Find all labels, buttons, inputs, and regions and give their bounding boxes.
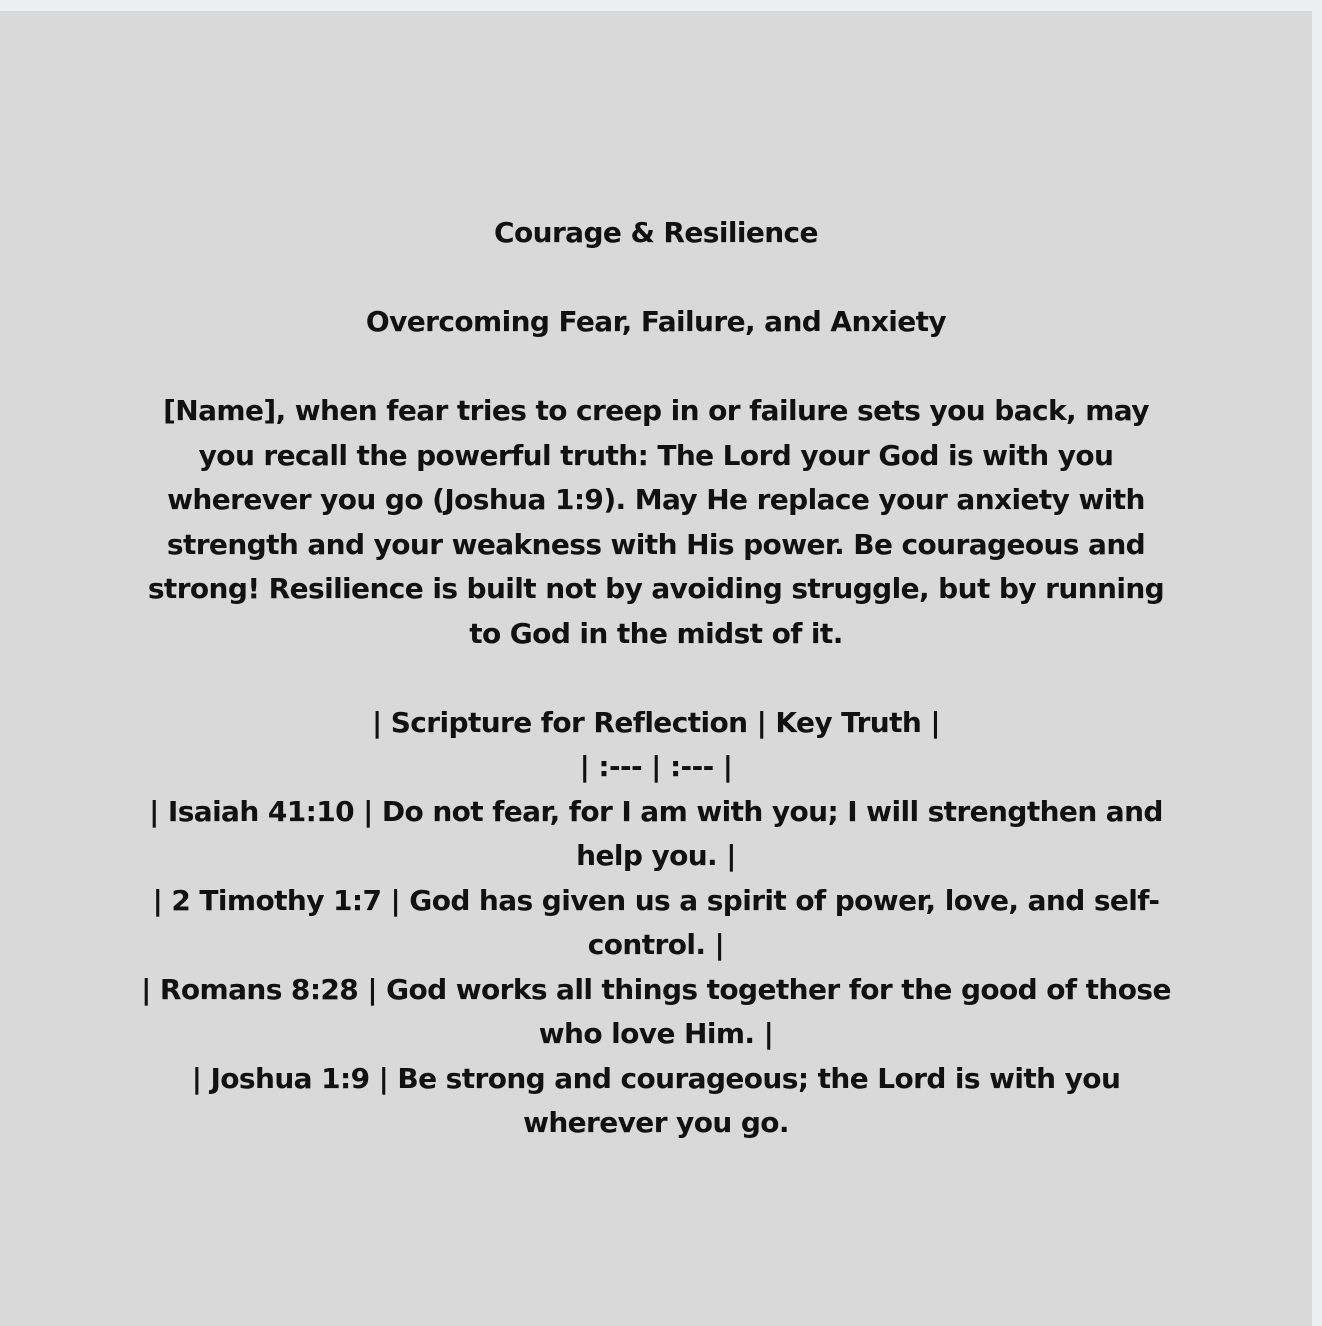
scripture-table-text bbox=[136, 701, 1176, 1146]
table-row-timothy: | 2 Timothy 1:7 | God has given us a spirit of power, love, and self-control. | bbox=[152, 883, 1160, 961]
spacer bbox=[136, 345, 1176, 390]
table-row-romans: | Romans 8:28 | God works all things together for the good of those who love Him. | bbox=[141, 972, 1171, 1050]
content-card bbox=[0, 11, 1312, 1326]
text-content bbox=[136, 211, 1176, 1146]
table-row-isaiah: | Isaiah 41:10 | Do not fear, for I am with you; I will strengthen and help you. | bbox=[149, 794, 1163, 872]
spacer bbox=[136, 656, 1176, 701]
page-title: Courage & Resilience bbox=[494, 216, 818, 249]
table-header-line: | Scripture for Reflection | Key Truth | bbox=[371, 705, 941, 739]
table-separator-line: | :--- | :--- | bbox=[579, 750, 733, 783]
blessing-paragraph: [Name], when fear tries to creep in or failure sets you back, may you recall the powerful truth: The Lord your God is with you wherever you go (Joshua 1:9). May He replace your anxiety with strength and your weakness with His power. Be courageous and strong! Resilience is built not by avoiding struggle, but by running to God in the midst of it. bbox=[147, 394, 1165, 650]
page-subtitle: Overcoming Fear, Failure, and Anxiety bbox=[365, 305, 947, 338]
table-row-joshua: | Joshua 1:9 | Be strong and courageous; the Lord is with you wherever you go. bbox=[191, 1061, 1121, 1139]
spacer bbox=[136, 256, 1176, 301]
